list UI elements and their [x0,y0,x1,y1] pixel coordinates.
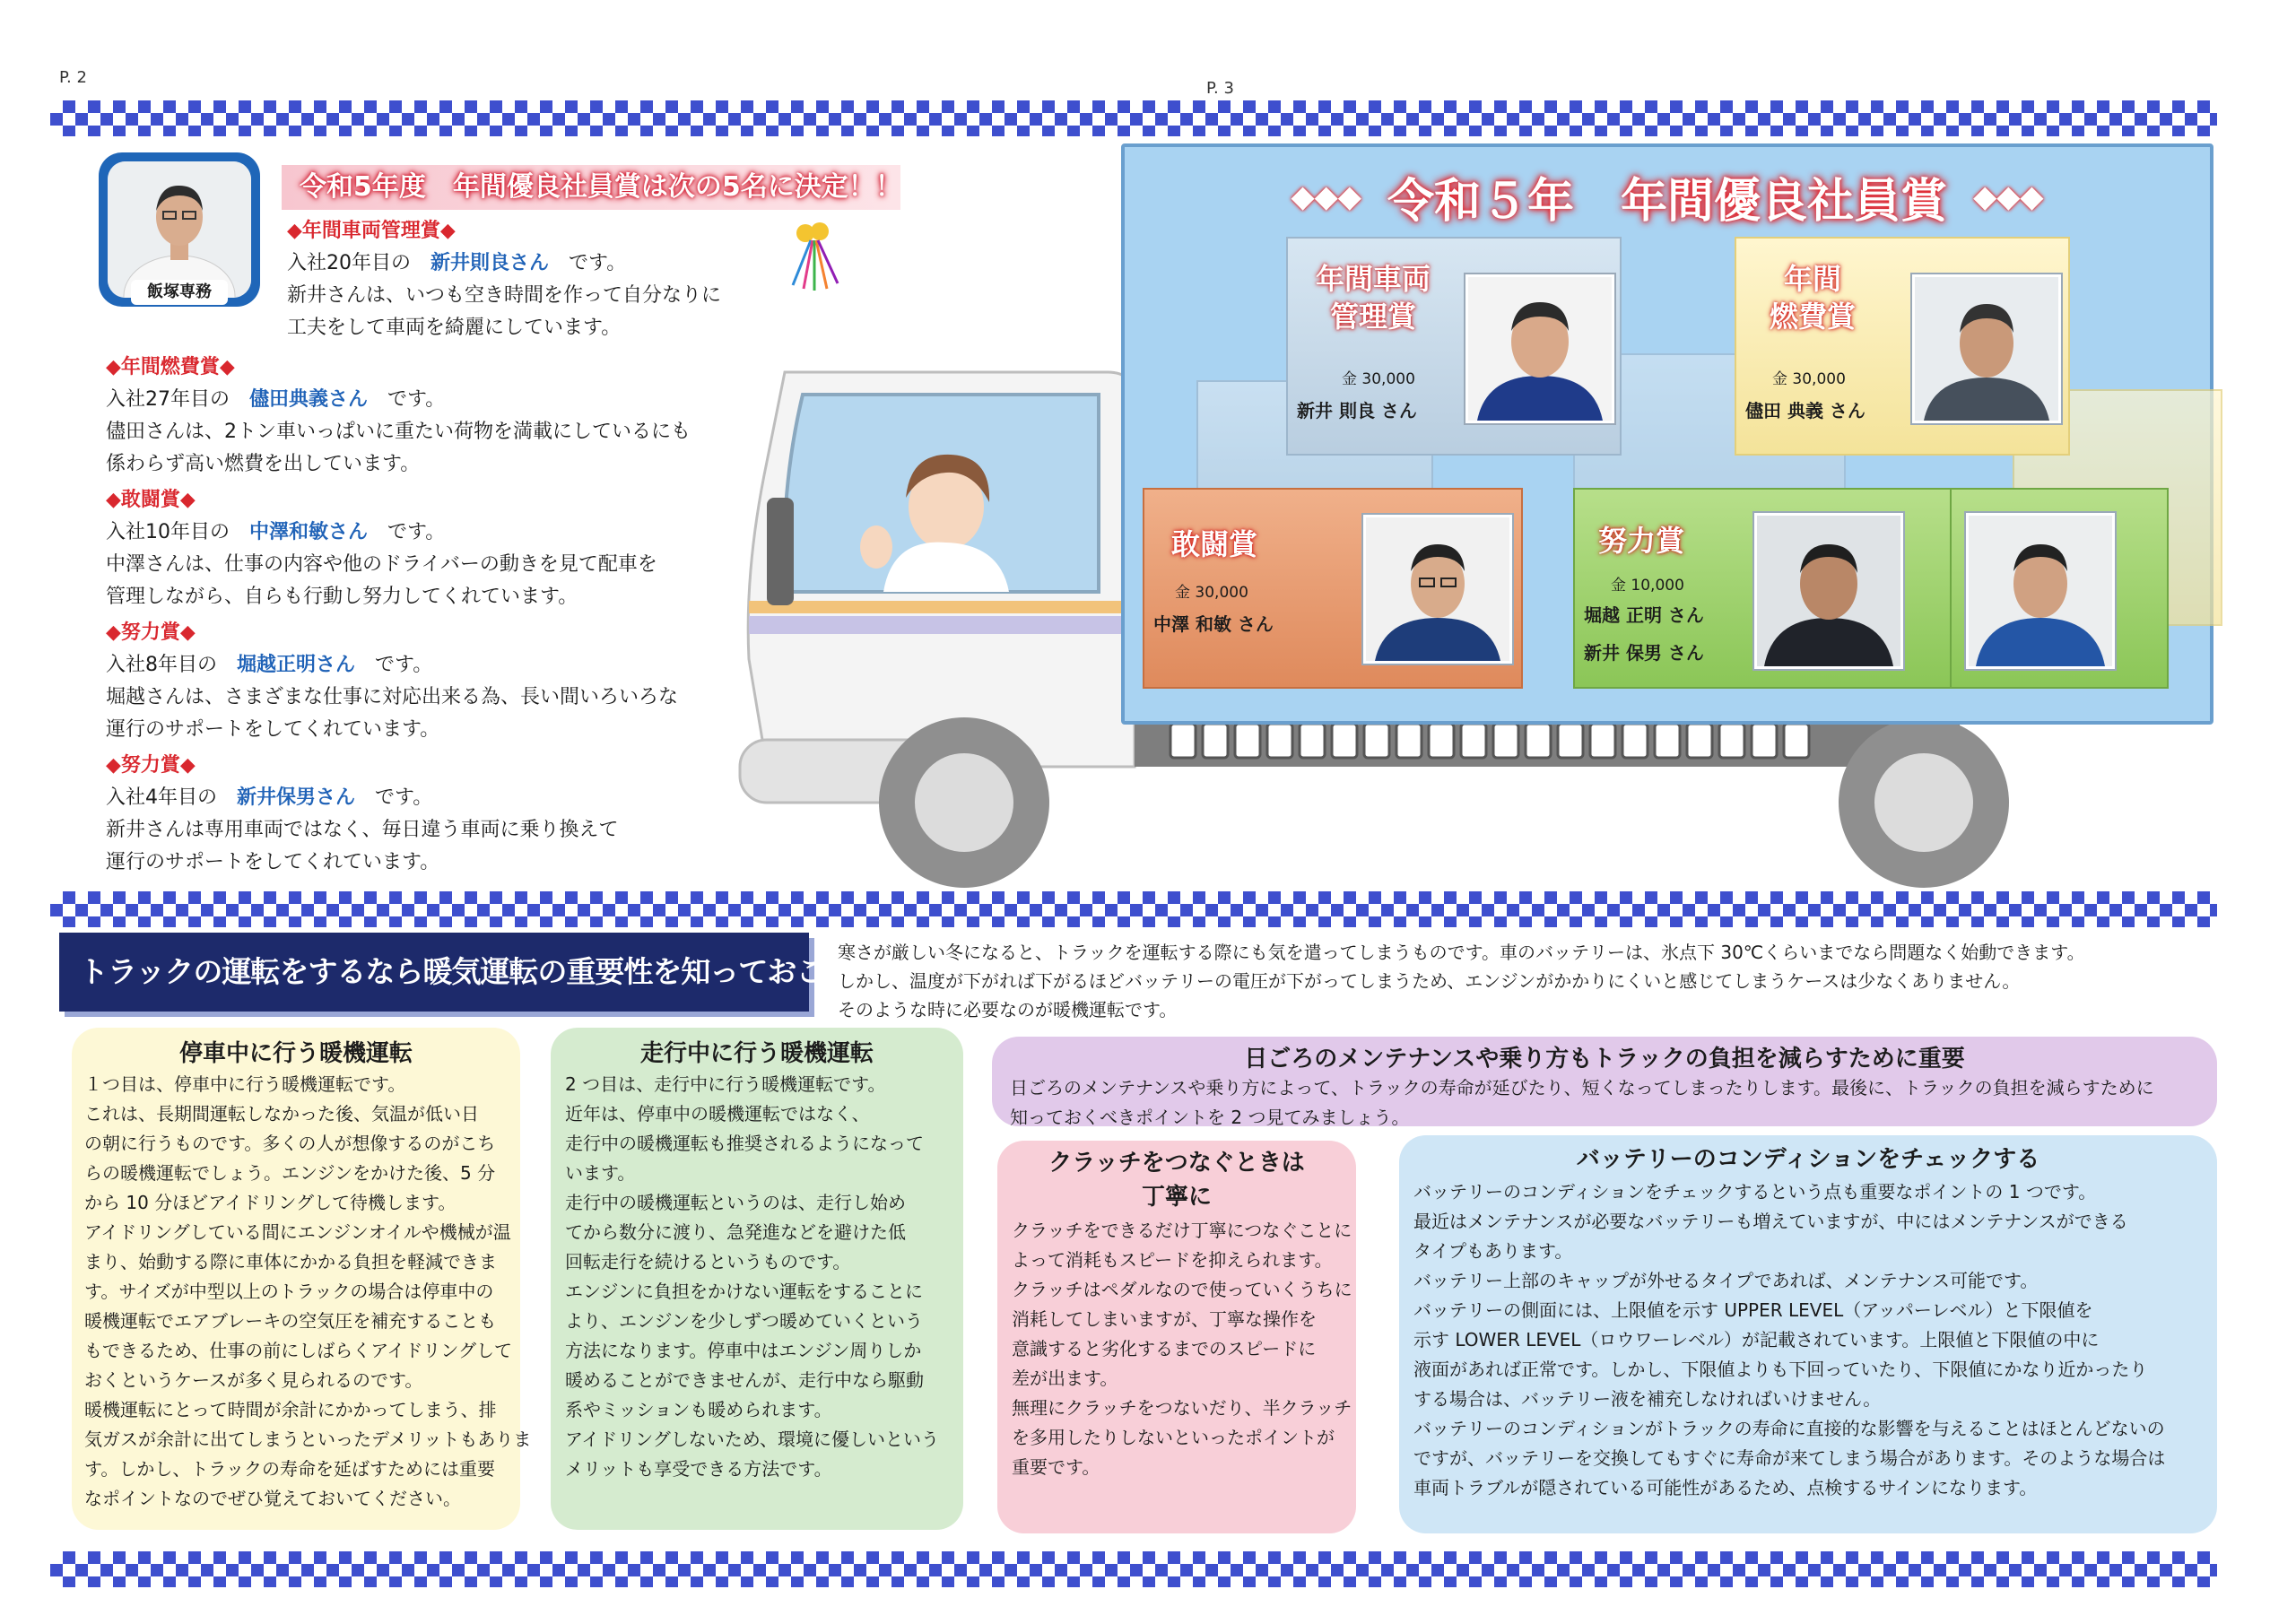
award-box-fighting [1143,488,1523,689]
card-line: バッテリー上部のキャップが外せるタイプであれば、メンテナンス可能です。 [1413,1270,2039,1291]
intro-suffix: です。 [387,388,446,411]
intro-suffix: です。 [569,252,627,274]
card-line: バッテリーのコンディションをチェックするという点も重要なポイントの 1 つです。 [1413,1181,2097,1203]
card-line: よって消耗もスピードを抑えられます。 [1012,1249,1333,1271]
card-line: 無理にクラッチをつないだり、半クラッチ [1012,1397,1352,1419]
prize-amount: 金 30,000 [1342,370,1415,388]
award-heading: ◆年間車両管理賞◆ [287,220,456,242]
intro-text: 入社4年目の [106,786,217,809]
checkered-border-bottom [50,1551,2217,1587]
award-description: 堀越さんは、さまざまな仕事に対応出来る為、長い間いろいろな [106,686,679,708]
award-description: 運行のサポートをしてくれています。 [106,851,440,873]
award-box-label: 敢闘賞 [1170,527,1257,561]
card-line: の朝に行うものです。多くの人が想像するのがこち [84,1133,496,1154]
page-number-right: P. 3 [1206,79,1234,98]
intro-text: 入社8年目の [106,654,217,676]
award-description: 儘田さんは、2トン車いっぱいに重たい荷物を満載にしているにも [106,421,691,443]
card-line: エンジンに負担をかけない運転をすることに [565,1281,923,1302]
card-title: バッテリーのコンディションをチェックする [1576,1146,2040,1173]
award-entry-1 [287,215,721,344]
winner-photo [1912,274,2061,423]
award-description: 中澤さんは、仕事の内容や他のドライバーの動きを見て配車を [106,553,657,576]
winner-name: 新井 保男 さん [1584,642,1704,664]
card-body [72,1068,532,1514]
checkered-border-middle [50,891,2217,927]
card-line: おくというケースが多く見られるのです。 [84,1369,423,1391]
headline: 令和5年度 年間優良社員賞は次の5名に決定！！ [300,171,902,203]
card-line: バッテリーのコンディションがトラックの寿命に直接的な影響を与えることはほとんどないの [1413,1418,2165,1439]
card-title: 日ごろのメンテナンスや乗り方もトラックの負担を減らすために重要 [1244,1046,1965,1073]
employee-name: 新井則良さん [430,252,550,274]
card-line: 走行中の暖機運転というのは、走行し始め [565,1192,906,1213]
card-line: 差が出ます。 [1012,1368,1118,1389]
winner-photo [1465,274,1614,423]
winner-photo [1363,515,1512,664]
winner-name: 儘田 典義 さん [1745,400,1866,421]
intro-paragraph [838,938,2085,1024]
headline-band [282,165,900,210]
diamonds-icon: ◆◆◆ [1973,178,2044,215]
profile-photo [108,161,251,298]
award-description: 係わらず高い燃費を出しています。 [106,453,421,475]
intro-text: 入社20年目の [287,252,411,274]
card-line: 気ガスが余計に出てしまうといったデメリットもありま [84,1429,532,1450]
intro-text: 入社27年目の [106,388,230,411]
card-line: クラッチをできるだけ丁寧につなぐことに [1012,1220,1352,1241]
prize-amount: 金 30,000 [1175,584,1248,602]
profile-card [99,152,260,307]
card-clutch [997,1141,1356,1533]
card-line: 方法になります。停車中はエンジン周りしか [565,1340,922,1361]
award-panel [1121,143,2213,725]
panel-title: 令和５年 年間優良社員賞 [1387,175,1947,229]
card-line: 走行中の暖機運転も推奨されるようになって [565,1133,924,1154]
award-box-label: 年間 燃費賞 [1769,262,1856,334]
award-entry-5 [106,750,619,879]
award-entry-3 [106,484,657,613]
award-entry-4 [106,617,678,746]
award-heading: ◆努力賞◆ [106,621,196,644]
winner-name: 新井 則良 さん [1297,400,1417,421]
card-line: １つ目は、停車中に行う暖機運転です。 [84,1073,406,1095]
card-body [992,1073,2217,1133]
card-line: なポイントなのでぜひ覚えておいてください。 [84,1488,461,1509]
employee-name: 中澤和敏さん [249,521,369,543]
award-description: 新井さんは専用車両ではなく、毎日違う車両に乗り換えて [106,819,619,841]
card-line: もできるため、仕事の前にしばらくアイドリングして [84,1340,512,1361]
card-line: 近年は、停車中の暖機運転ではなく、 [565,1103,870,1125]
award-box-effort [1573,488,1953,689]
card-line: 意識すると劣化するまでのスピードに [1012,1338,1317,1359]
card-line: まり、始動する際に車体にかかる負担を軽減できま [84,1251,497,1272]
page-number-left: P. 2 [59,68,87,87]
intro-line: しかし、温度が下がれば下がるほどバッテリーの電圧が下がってしまうため、エンジンがかかりにくいと感じてしまうケースは少なくありません。 [838,970,2021,992]
card-line: 消耗してしまいますが、丁寧な操作を [1012,1308,1317,1330]
award-box-label: 年間車両 管理賞 [1315,262,1431,334]
card-line: てから数分に渡り、急発進などを避けた低 [565,1221,906,1243]
card-line: 系やミッションも暖められます。 [565,1399,832,1420]
card-line: 回転走行を続けるというものです。 [565,1251,851,1272]
card-line: アイドリングしている間にエンジンオイルや機械が温 [84,1221,511,1243]
intro-line: 寒さが厳しい冬になると、トラックを運転する際にも気を遣ってしまうものです。車のバッテリーは、氷点下 30℃くらいまでなら問題なく始動できます。 [838,942,2085,963]
award-description: 運行のサポートをしてくれています。 [106,718,440,741]
intro-suffix: です。 [375,654,433,676]
intro-text: 入社10年目の [106,521,230,543]
diamonds-icon: ◆◆◆ [1291,178,1361,215]
card-body [551,1068,963,1484]
card-battery [1399,1135,2217,1533]
prize-amount: 金 10,000 [1611,577,1684,595]
award-box-effort-2 [1950,488,2169,689]
intro-suffix: です。 [375,786,433,809]
winner-photo [1754,513,1903,669]
employee-name: 堀越正明さん [237,654,356,676]
card-title: クラッチをつなぐときは 丁寧に [1048,1150,1305,1211]
card-line: 液面があれば正常です。しかし、下限値よりも下回っていたり、下限値にかなり近かったり [1413,1359,2148,1380]
card-line: より、エンジンを少しずつ暖めていくという [565,1310,923,1332]
card-line: 2 つ目は、走行中に行う暖機運転です。 [565,1073,886,1095]
card-line: 暖めることができませんが、走行中なら駆動 [565,1369,924,1391]
card-driving-warmup [551,1028,963,1530]
award-heading: ◆年間燃費賞◆ [106,356,235,378]
card-line: 日ごろのメンテナンスや乗り方によって、トラックの寿命が延びたり、短くなってしまったりします。最後に、トラックの負担を減らすために [1010,1077,2154,1099]
card-line: ですが、バッテリーを交換してもすぐに寿命が来てしまう場合があります。そのような場合は [1413,1447,2166,1469]
award-box-fuel [1735,237,2070,456]
intro-line: そのような時に必要なのが暖機運転です。 [838,999,1178,1020]
card-line: を多用したりしないといったポイントが [1012,1427,1335,1448]
party-popper-icon [771,221,852,292]
card-line: これは、長期間運転しなかった後、気温が低い日 [84,1103,479,1125]
section-banner [59,933,883,1012]
card-line: す。サイズが中型以上のトラックの場合は停車中の [84,1281,494,1302]
card-line: 暖機運転でエアブレーキの空気圧を補充することも [84,1310,497,1332]
card-maintenance [992,1037,2217,1126]
card-line: います。 [565,1162,636,1184]
winner-name: 中澤 和敏 さん [1153,613,1274,635]
card-line: 重要です。 [1012,1456,1100,1478]
winner-photo [1966,513,2115,669]
card-body [997,1214,1356,1482]
award-heading: ◆敢闘賞◆ [106,489,196,511]
card-line: する場合は、バッテリー液を補充しなければいけません。 [1413,1388,1882,1410]
award-description: 管理しながら、自らも行動し努力してくれています。 [106,586,578,608]
card-line: す。しかし、トラックの寿命を延ばすためには重要 [84,1458,495,1480]
card-line: クラッチはペダルなので使っていくうちに [1012,1279,1352,1300]
card-body [1399,1174,2217,1503]
prize-amount: 金 30,000 [1772,370,1846,388]
card-line: 示す LOWER LEVEL（ロウワーレベル）が記載されています。上限値と下限値の中に [1413,1329,2100,1350]
award-description: 新井さんは、いつも空き時間を作って自分なりに [287,284,722,307]
card-line: メリットも享受できる方法です。 [565,1458,832,1480]
award-description: 工夫をして車両を綺麗にしています。 [287,317,622,339]
intro-suffix: です。 [387,521,446,543]
employee-name: 儘田典義さん [249,388,369,411]
award-entry-2 [106,352,691,481]
card-line: から 10 分ほどアイドリングして待機します。 [84,1192,457,1213]
card-line: 車両トラブルが隠されている可能性があるため、点検するサインになります。 [1413,1477,2038,1498]
card-line: 知っておくべきポイントを 2 つ見てみましょう。 [1010,1107,1410,1128]
winner-name: 堀越 正明 さん [1584,604,1704,626]
card-line: バッテリーの側面には、上限値を示す UPPER LEVEL（アッパーレベル）と下限値を [1413,1299,2093,1321]
card-title: 走行中に行う暖機運転 [639,1040,874,1067]
banner-text: トラックの運転をするなら暖気運転の重要性を知っておこう！ [79,954,883,989]
employee-name: 新井保男さん [237,786,356,809]
card-line: 暖機運転にとって時間が余計にかかってしまう、排 [84,1399,497,1420]
card-line: らの暖機運転でしょう。エンジンをかけた後、5 分 [84,1162,496,1184]
card-line: タイプもあります。 [1413,1240,1573,1262]
panel-title-row [1178,163,2156,228]
award-heading: ◆努力賞◆ [106,754,196,777]
card-title: 停車中に行う暖機運転 [178,1040,413,1067]
card-line: 最近はメンテナンスが必要なバッテリーも増えていますが、中にはメンテナンスができる [1413,1211,2128,1232]
checkered-border-top [50,100,2217,136]
award-box-label: 努力賞 [1597,524,1684,558]
award-box-vehicle [1286,237,1622,456]
profile-caption: 飯塚専務 [131,280,228,305]
card-idle-warmup [72,1028,532,1530]
card-line: アイドリングしないため、環境に優しいという [565,1429,939,1450]
